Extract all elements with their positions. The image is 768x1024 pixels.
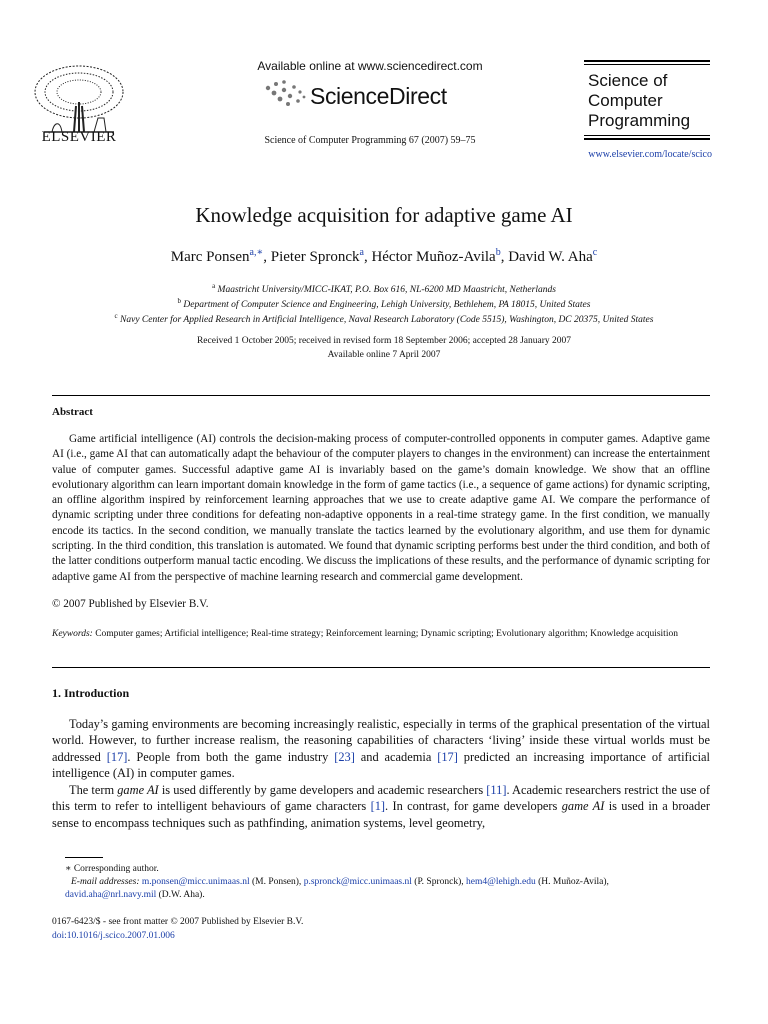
keywords-list: Computer games; Artificial intelligence; Real-time strategy; Reinforcement learning; Dynamic scripting; Evolutionary algorithm; Knowledge acquisition xyxy=(95,629,678,639)
email-owner: (M. Ponsen), xyxy=(249,877,304,887)
abstract-heading: Abstract xyxy=(52,406,93,418)
available-date: Available online 7 April 2007 xyxy=(327,350,441,360)
body-text: . People from both the game industry xyxy=(127,749,335,764)
author-affiliation-link[interactable]: c xyxy=(592,247,598,258)
affiliation xyxy=(0,297,768,310)
intro-paragraph xyxy=(52,716,710,782)
email-owner: (H. Muñoz-Avila), xyxy=(535,877,609,887)
body-text: . In contrast, for game developers xyxy=(385,799,562,814)
email-owner: (P. Spronck), xyxy=(411,877,467,887)
email-addresses xyxy=(65,876,710,902)
citation-link[interactable]: [1] xyxy=(370,799,386,814)
affiliation-mark: b xyxy=(177,297,182,305)
affiliation xyxy=(0,282,768,295)
received-dates: Received 1 October 2005; received in revised form 18 September 2006; accepted 28 January 2007 xyxy=(196,336,572,346)
email-owner: (D.W. Aha). xyxy=(156,890,205,900)
body-text: . Academic researchers restrict the use of this term to refer to intelligent behaviours of game characters xyxy=(52,783,710,814)
email-link[interactable]: p.spronck@micc.unimaas.nl xyxy=(303,877,412,887)
citation-link[interactable]: [23] xyxy=(334,749,355,764)
masthead-rule xyxy=(584,135,710,136)
masthead-rule xyxy=(584,60,710,62)
body-text: is used differently by game developers and academic researchers xyxy=(158,783,487,797)
affiliation-text: Navy Center for Applied Research in Artificial Intelligence, Naval Research Laboratory (Code 5515), Washington, DC 20375, United States xyxy=(120,315,654,326)
citation-link[interactable]: [11] xyxy=(486,783,507,797)
body-text: and academia xyxy=(354,749,438,764)
journal-citation: Science of Computer Programming 67 (2007) 59–75 xyxy=(264,135,476,146)
author-affiliation-link[interactable]: a,∗ xyxy=(249,247,264,258)
citation-link[interactable]: [17] xyxy=(437,749,458,764)
journal-url-link[interactable]: www.elsevier.com/locate/scico xyxy=(588,149,712,160)
journal-name-line: Programming xyxy=(588,111,691,130)
corresponding-author-note: ∗ Corresponding author. xyxy=(65,864,159,874)
available-online-text[interactable]: Available online at www.sciencedirect.com xyxy=(257,59,483,73)
author-separator: , xyxy=(263,249,271,265)
author-affiliation-link[interactable]: b xyxy=(495,247,501,258)
divider xyxy=(52,667,710,668)
affiliation-text: Department of Computer Science and Engineering, Lehigh University, Bethlehem, PA 18015, United States xyxy=(183,300,591,311)
body-text: predicted an increasing importance of artificial intelligence (AI) in computer games. xyxy=(52,749,710,781)
keywords-label: Keywords: xyxy=(52,629,93,639)
affiliation-mark: c xyxy=(114,312,118,320)
citation-link[interactable]: [17] xyxy=(106,749,128,764)
affiliation-mark: a xyxy=(212,282,216,290)
body-text: is used in a broader sense to encompass techniques such as pathfinding, animation systems, level geometry, xyxy=(52,799,710,830)
email-link[interactable]: m.ponsen@micc.unimaas.nl xyxy=(141,877,250,887)
emphasis-term: game AI xyxy=(117,783,159,797)
sciencedirect-brand: ScienceDirect xyxy=(310,83,447,109)
author-name: David W. Aha xyxy=(508,249,593,265)
footnote-rule xyxy=(65,857,103,858)
affiliation-text: Maastricht University/MICC-IKAT, P.O. Box 616, NL-6200 MD Maastricht, Netherlands xyxy=(217,285,556,296)
body-text: Today’s gaming environments are becoming increasingly realistic, especially in terms of the graphical presentation of the virtual world. However, to further increase realism, the reasoning capabilities of characters ‘living’ inside these virtual worlds must be addressed xyxy=(52,717,710,764)
intro-paragraph xyxy=(52,782,710,831)
journal-name-line: Computer xyxy=(588,91,663,110)
publisher-name: ELSEVIER xyxy=(41,129,117,145)
email-link[interactable]: hem4@lehigh.edu xyxy=(466,877,536,887)
author-name: Pieter Spronck xyxy=(270,249,360,265)
front-matter-note: 0167-6423/$ - see front matter © 2007 Published by Elsevier B.V. xyxy=(52,917,304,927)
abstract-text: Game artificial intelligence (AI) controls the decision-making process of computer-controlled opponents in computer games. Adaptive game AI (i.e., game AI that can automatically adapt the behaviour of the computer players to changes in the environment) can increase the entertainment value of computer games. Successful adaptive game AI is invariably based on the game’s domain knowledge. We show that an offline evolutionary algorithm can learn important domain knowledge in the form of game tactics (i.e., a sequence of game actions) for dynamic scripting, an offline algorithm inspired by reinforcement learning approaches that we use to create adaptive game AI. We compare the performance of dynamic scripting under three conditions for defeating non-adaptive opponents in a real-time strategy game. In the first condition, we manually encode its tactics. In the second condition, we manually translate the tactics learned by the evolutionary algorithm, and use them for dynamic scripting. In the third condition, this translation is automated. We found that dynamic scripting performs best under the third condition, and both of the latter conditions outperform manual tactic encoding. We discuss the implications of these results, and the performance of dynamic scripting for adaptive game AI from the perspective of machine learning research and commercial game development. xyxy=(52,433,710,583)
journal-name xyxy=(588,71,710,131)
abstract-copyright: © 2007 Published by Elsevier B.V. xyxy=(52,598,209,610)
author-separator: , xyxy=(363,249,372,265)
email-link[interactable]: david.aha@nrl.navy.mil xyxy=(65,890,157,900)
affiliation xyxy=(0,312,768,325)
author-affiliation-link[interactable]: a xyxy=(359,247,364,258)
body-text: The term xyxy=(69,783,118,797)
article-title: Knowledge acquisition for adaptive game AI xyxy=(195,203,573,227)
journal-name-line: Science of xyxy=(588,71,668,90)
author-separator: , xyxy=(500,249,509,265)
author-name: Héctor Muñoz-Avila xyxy=(371,249,496,265)
email-label: E-mail addresses: xyxy=(71,877,140,887)
divider xyxy=(52,395,710,396)
masthead-rule xyxy=(584,64,710,65)
author-list xyxy=(0,247,768,266)
section-heading: 1. Introduction xyxy=(52,686,130,700)
emphasis-term: game AI xyxy=(561,799,605,814)
masthead-rule xyxy=(584,138,710,140)
journal-masthead xyxy=(584,60,710,142)
author-name: Marc Ponsen xyxy=(170,249,250,265)
doi-link[interactable]: doi:10.1016/j.scico.2007.01.006 xyxy=(52,931,175,941)
keywords xyxy=(52,627,710,642)
